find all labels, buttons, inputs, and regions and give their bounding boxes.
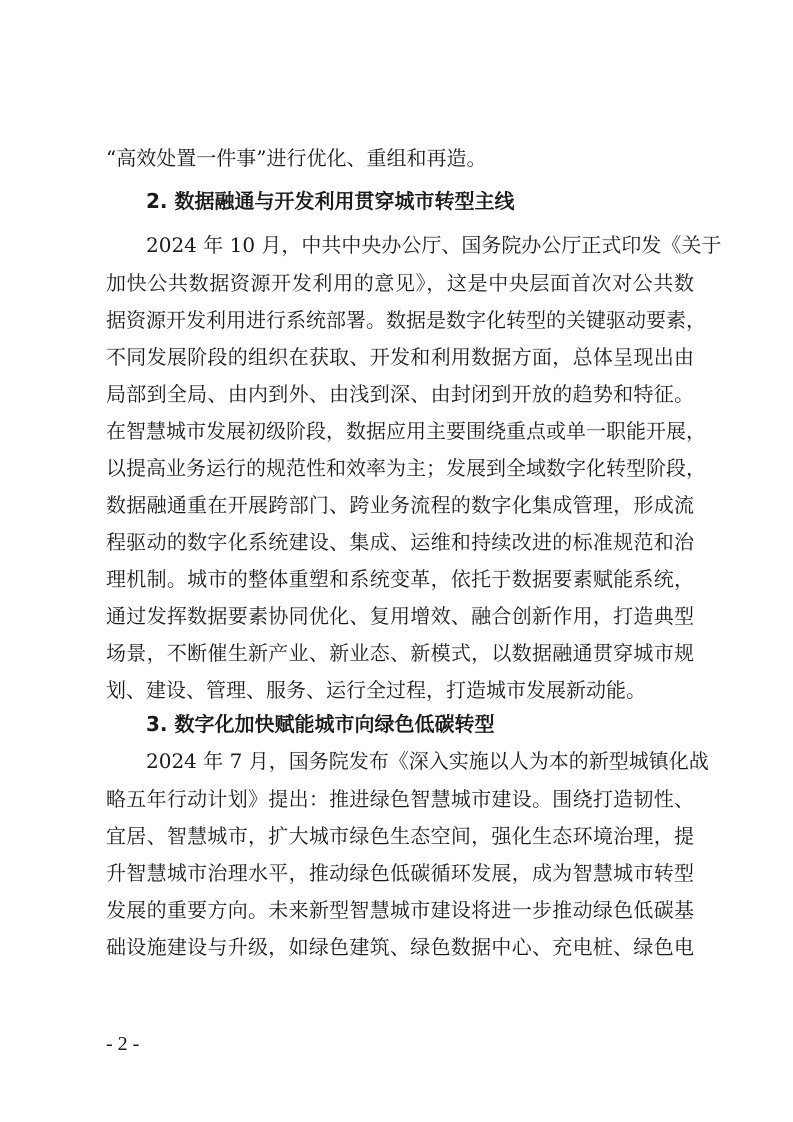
paragraph-line: 础设施建设与升级，如绿色建筑、绿色数据中心、充电桩、绿色电	[106, 935, 694, 959]
paragraph-line: 局部到全局、由内到外、由浅到深、由封闭到开放的趋势和特征。	[106, 382, 694, 406]
paragraph-line: 场景，不断催生新产业、新业态、新模式，以数据融通贯穿城市规	[106, 641, 694, 665]
paragraph-line: 理机制。城市的整体重塑和系统变革，依托于数据要素赋能系统，	[106, 567, 694, 591]
section-heading-2: 2. 数据融通与开发利用贯穿城市转型主线	[146, 189, 515, 213]
paragraph-line: “高效处置一件事”进行优化、重组和再造。	[106, 146, 487, 170]
paragraph-line: 宜居、智慧城市，扩大城市绿色生态空间，强化生态环境治理，提	[106, 824, 694, 848]
paragraph-line: 2024 年 10 月，中共中央办公厅、国务院办公厅正式印发《关于	[146, 233, 722, 257]
section-heading-3: 3. 数字化加快赋能城市向绿色低碳转型	[146, 712, 495, 736]
paragraph-line: 发展的重要方向。未来新型智慧城市建设将进一步推动绿色低碳基	[106, 898, 694, 922]
paragraph-line: 不同发展阶段的组织在获取、开发和利用数据方面，总体呈现出由	[106, 345, 694, 369]
paragraph-line: 通过发挥数据要素协同优化、复用增效、融合创新作用，打造典型	[106, 604, 694, 628]
paragraph-line: 加快公共数据资源开发利用的意见》，这是中央层面首次对公共数	[106, 271, 694, 295]
paragraph-line: 程驱动的数字化系统建设、集成、运维和持续改进的标准规范和治	[106, 530, 694, 554]
paragraph-line: 升智慧城市治理水平，推动绿色低碳循环发展，成为智慧城市转型	[106, 861, 694, 885]
paragraph-line: 以提高业务运行的规范性和效率为主；发展到全域数字化转型阶段，	[106, 456, 706, 480]
paragraph-line: 划、建设、管理、服务、运行全过程，打造城市发展新动能。	[106, 678, 646, 702]
paragraph-line: 略五年行动计划》提出：推进绿色智慧城市建设。围绕打造韧性、	[106, 787, 694, 811]
paragraph-line: 2024 年 7 月，国务院发布《深入实施以人为本的新型城镇化战	[146, 749, 709, 773]
paragraph-line: 据资源开发利用进行系统部署。数据是数字化转型的关键驱动要素，	[106, 308, 706, 332]
paragraph-line: 在智慧城市发展初级阶段，数据应用主要围绕重点或单一职能开展，	[106, 419, 706, 443]
paragraph-line: 数据融通重在开展跨部门、跨业务流程的数字化集成管理，形成流	[106, 493, 694, 517]
page-number: - 2 -	[106, 1033, 140, 1055]
